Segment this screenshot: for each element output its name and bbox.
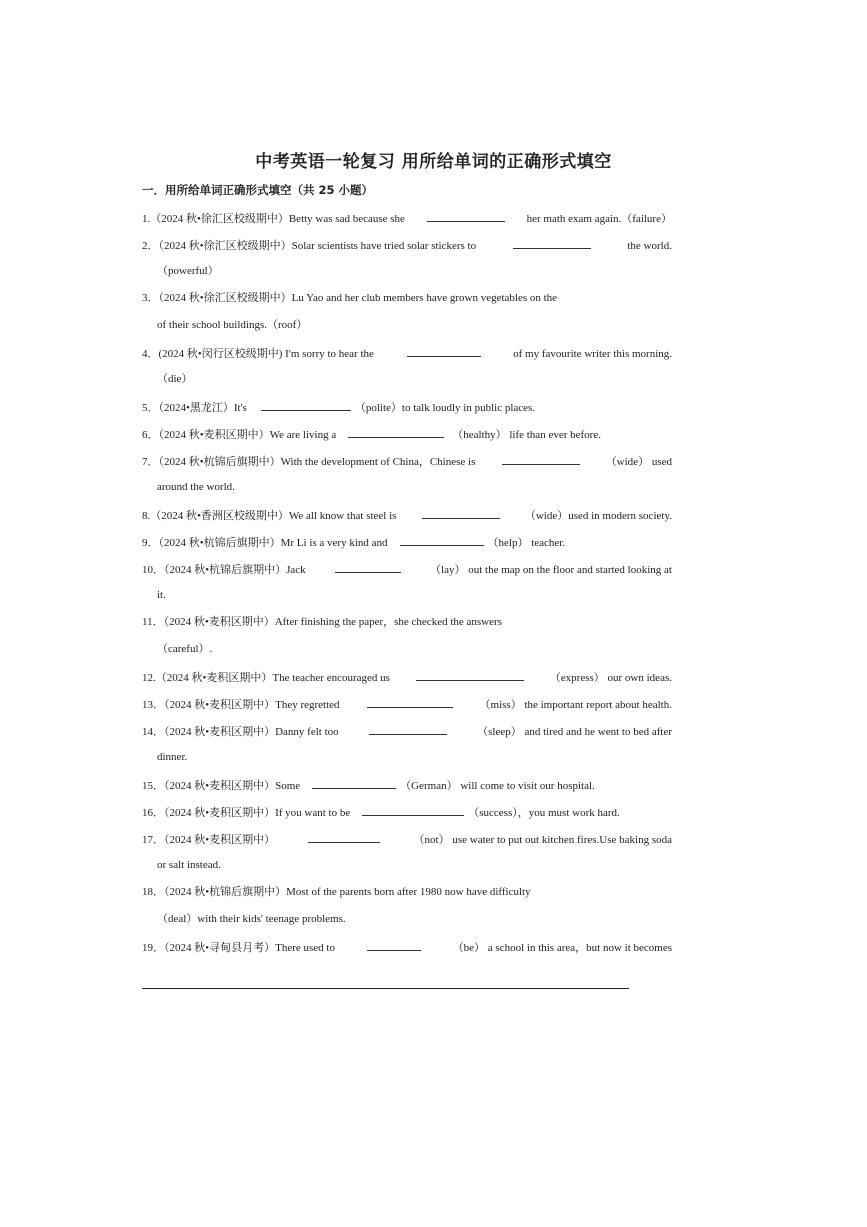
question-text: 7．（2024 秋•杭锦后旗期中）With the development of China，Chinese is	[142, 456, 476, 468]
question-text: the world.	[627, 240, 672, 252]
answer-blank[interactable]	[261, 399, 351, 411]
question-5	[142, 399, 672, 415]
answer-blank[interactable]	[312, 777, 396, 789]
question-text: 11．（2024 秋•麦积区期中）After finishing the paper，she checked the answers	[142, 616, 502, 628]
question-text: （not） use water to put out kitchen fires.Use baking soda	[413, 834, 672, 846]
answer-blank[interactable]	[407, 345, 481, 357]
question-17	[142, 831, 672, 847]
answer-blank[interactable]	[335, 561, 401, 573]
footer-rule	[142, 988, 629, 989]
section-heading: 一．用所给单词正确形式填空（共 25 小题）	[142, 183, 374, 197]
question-text: （lay） out the map on the floor and started looking at	[430, 564, 672, 576]
answer-blank[interactable]	[422, 507, 500, 519]
answer-blank[interactable]	[362, 804, 464, 816]
question-8	[142, 507, 672, 523]
question-text: （miss） the important report about health.	[479, 699, 672, 711]
question-2	[142, 237, 672, 253]
question-text: （healthy） life than ever before.	[452, 429, 601, 441]
question-17-cont	[157, 858, 672, 872]
question-11-cont	[157, 642, 672, 656]
question-18	[142, 885, 672, 899]
question-text: of their school buildings.（roof）	[157, 319, 308, 331]
question-text: 12.（2024 秋•麦积区期中）The teacher encouraged us	[142, 672, 390, 684]
question-text: or salt instead.	[157, 859, 221, 871]
question-text: her math exam again.（failure）	[526, 213, 672, 225]
question-text: 19．（2024 秋•寻甸县月考）There used to	[142, 942, 335, 954]
question-text: 6．（2024 秋•麦积区期中）We are living a	[142, 429, 337, 441]
question-text: around the world.	[157, 481, 235, 493]
question-text: （die）	[157, 373, 193, 385]
question-14	[142, 723, 672, 739]
question-text: （polite）to talk loudly in public places.	[354, 402, 536, 414]
question-text: （powerful）	[157, 265, 219, 277]
question-text: （wide） used	[605, 456, 672, 468]
question-text: 10．（2024 秋•杭锦后旗期中）Jack	[142, 564, 306, 576]
question-19	[142, 939, 672, 955]
question-text: （be） a school in this area，but now it becomes	[452, 942, 672, 954]
answer-blank[interactable]	[308, 831, 380, 843]
answer-blank[interactable]	[513, 237, 591, 249]
question-3	[142, 291, 672, 305]
question-text: 17．（2024 秋•麦积区期中）	[142, 834, 276, 846]
answer-blank[interactable]	[427, 210, 505, 222]
answer-blank[interactable]	[367, 696, 453, 708]
question-2-cont	[157, 264, 672, 278]
question-7-cont	[157, 480, 672, 494]
page-title: 中考英语一轮复习 用所给单词的正确形式填空	[255, 152, 612, 172]
question-text: 8.（2024 秋•香洲区校级期中）We all know that steel is	[142, 510, 397, 522]
question-text: （deal）with their kids' teenage problems.	[157, 913, 346, 925]
answer-blank[interactable]	[502, 453, 580, 465]
question-13	[142, 696, 672, 712]
question-text: 14．（2024 秋•麦积区期中）Danny felt too	[142, 726, 339, 738]
question-text: of my favourite writer this morning.	[513, 348, 672, 360]
question-text: 4．(2024 秋•闵行区校级期中) I'm sorry to hear the	[142, 348, 374, 360]
question-6	[142, 426, 672, 442]
answer-blank[interactable]	[367, 939, 421, 951]
question-1	[142, 210, 672, 226]
question-14-cont	[157, 750, 672, 764]
question-text: （express） our own ideas.	[549, 672, 672, 684]
question-text: （sleep） and tired and he went to bed after	[477, 726, 672, 738]
question-text: 9．（2024 秋•杭锦后旗期中）Mr Li is a very kind and	[142, 537, 388, 549]
question-3-cont	[157, 318, 672, 332]
question-text: 15．（2024 秋•麦积区期中）Some	[142, 780, 301, 792]
answer-blank[interactable]	[348, 426, 444, 438]
question-15	[142, 777, 672, 793]
answer-blank[interactable]	[369, 723, 447, 735]
question-4	[142, 345, 672, 361]
question-9	[142, 534, 672, 550]
question-text: （German） will come to visit our hospital.	[400, 780, 595, 792]
question-text: （wide）used in modern society.	[524, 510, 672, 522]
question-text: （careful）.	[157, 643, 213, 655]
question-text: 2．（2024 秋•徐汇区校级期中）Solar scientists have tried solar stickers to	[142, 240, 477, 252]
question-10-cont	[157, 588, 672, 602]
question-text: it.	[157, 589, 166, 601]
question-12	[142, 669, 672, 685]
question-16	[142, 804, 672, 820]
question-18-cont	[157, 912, 672, 926]
question-text: （help） teacher.	[487, 537, 566, 549]
answer-blank[interactable]	[400, 534, 484, 546]
question-text: 16．（2024 秋•麦积区期中）If you want to be	[142, 807, 351, 819]
question-7	[142, 453, 672, 469]
answer-blank[interactable]	[416, 669, 524, 681]
question-text: 5．（2024•黑龙江）It's	[142, 402, 247, 414]
question-text: 3．（2024 秋•徐汇区校级期中）Lu Yao and her club members have grown vegetables on the	[142, 292, 558, 304]
question-text: 13．（2024 秋•麦积区期中）They regretted	[142, 699, 340, 711]
question-text: dinner.	[157, 751, 188, 763]
question-text: 18．（2024 秋•杭锦后旗期中）Most of the parents born after 1980 now have difficulty	[142, 886, 531, 898]
question-text: 1.（2024 秋•徐汇区校级期中）Betty was sad because she	[142, 213, 405, 225]
question-10	[142, 561, 672, 577]
question-text: （success），you must work hard.	[468, 807, 620, 819]
question-11	[142, 615, 672, 629]
question-4-cont	[157, 372, 672, 386]
